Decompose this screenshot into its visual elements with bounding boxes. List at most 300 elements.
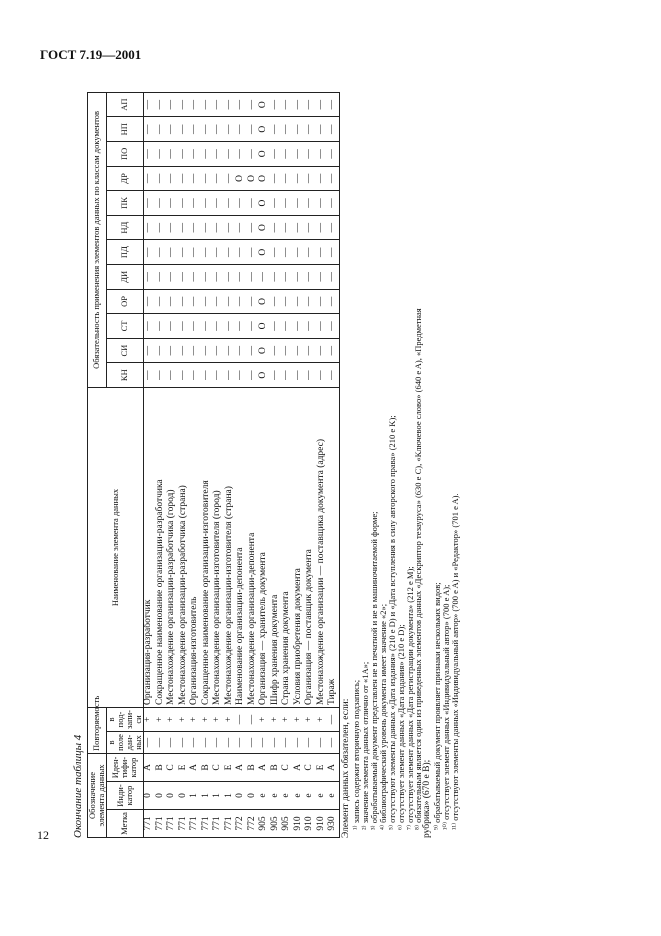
row-name: Организация-изготовитель xyxy=(190,387,202,707)
row-obligation-cell: — xyxy=(293,289,305,314)
row-obligation-cell: — xyxy=(316,166,328,191)
row-obligation-cell: — xyxy=(190,265,202,290)
row-indicator: 0 xyxy=(167,782,179,810)
row-obligation-cell: — xyxy=(167,265,179,290)
row-obligation-cell: — xyxy=(213,338,225,363)
row-obligation-cell: — xyxy=(155,117,167,142)
row-obligation-cell: — xyxy=(328,265,340,290)
row-obligation-cell: — xyxy=(282,338,294,363)
row-obligation-cell: — xyxy=(293,92,305,117)
table-row xyxy=(178,92,190,837)
table-row xyxy=(305,92,317,837)
row-obligation-cell: — xyxy=(155,142,167,167)
row-name: Местонахождение организации-изготовителя (город) xyxy=(213,387,225,707)
row-obligation-cell: — xyxy=(316,191,328,216)
row-indicator: 1 xyxy=(190,782,202,810)
row-obligation-cell: — xyxy=(143,363,155,388)
row-rep-field: — xyxy=(305,731,317,753)
row-rep-field: — xyxy=(143,731,155,753)
row-obligation-cell: — xyxy=(190,142,202,167)
row-indicator: e xyxy=(293,782,305,810)
row-obligation-cell: — xyxy=(167,117,179,142)
row-obligation-cell: — xyxy=(213,191,225,216)
row-obligation-cell: — xyxy=(143,240,155,265)
row-indicator: 0 xyxy=(143,782,155,810)
row-obligation-cell: — xyxy=(224,314,236,339)
row-rep-field: — xyxy=(155,731,167,753)
header-class: ОР xyxy=(106,289,143,314)
row-obligation-cell: — xyxy=(178,215,190,240)
row-obligation-cell: — xyxy=(155,215,167,240)
row-obligation-cell: — xyxy=(213,363,225,388)
row-obligation-cell: — xyxy=(167,363,179,388)
row-obligation-cell: — xyxy=(155,363,167,388)
row-rep-field: — xyxy=(270,731,282,753)
row-obligation-cell: — xyxy=(293,166,305,191)
row-obligation-cell: — xyxy=(167,166,179,191)
row-mark: 771 xyxy=(155,810,167,838)
row-obligation-cell: — xyxy=(316,240,328,265)
row-indicator: 1 xyxy=(201,782,213,810)
row-obligation-cell: — xyxy=(155,338,167,363)
row-identifier: C xyxy=(305,753,317,781)
row-obligation-cell: — xyxy=(201,191,213,216)
row-obligation-cell: — xyxy=(293,191,305,216)
header-class: АП xyxy=(106,92,143,117)
row-identifier: A xyxy=(236,753,248,781)
row-obligation-cell: O xyxy=(259,117,271,142)
row-obligation-cell: — xyxy=(143,117,155,142)
row-obligation-cell: — xyxy=(143,191,155,216)
row-obligation-cell: — xyxy=(282,289,294,314)
header-class: ПО xyxy=(106,142,143,167)
row-name: Страна хранения документа xyxy=(282,387,294,707)
row-indicator: e xyxy=(305,782,317,810)
row-obligation-cell: — xyxy=(305,92,317,117)
row-obligation-cell: — xyxy=(224,215,236,240)
row-obligation-cell: — xyxy=(143,338,155,363)
row-identifier: C xyxy=(213,753,225,781)
table-notes xyxy=(342,92,460,838)
row-rep-subfield: + xyxy=(213,707,225,731)
row-mark: 905 xyxy=(259,810,271,838)
row-obligation-cell: O xyxy=(259,289,271,314)
row-rep-subfield: + xyxy=(282,707,294,731)
row-name: Местонахождение организации-депонента xyxy=(247,387,259,707)
row-obligation-cell: — xyxy=(178,338,190,363)
row-indicator: 0 xyxy=(178,782,190,810)
row-obligation-cell: — xyxy=(201,240,213,265)
header-class: НП xyxy=(106,117,143,142)
row-obligation-cell: — xyxy=(190,289,202,314)
row-rep-subfield: + xyxy=(316,707,328,731)
row-indicator: e xyxy=(282,782,294,810)
row-obligation-cell: — xyxy=(236,265,248,290)
row-obligation-cell: — xyxy=(143,92,155,117)
row-obligation-cell: — xyxy=(224,142,236,167)
row-obligation-cell: — xyxy=(201,142,213,167)
header-rep-subfield: в под- запи- си xyxy=(106,707,143,731)
row-name: Местонахождение организации-разработчика (город) xyxy=(167,387,179,707)
row-obligation-cell: — xyxy=(236,338,248,363)
note-item: ³⁾ обрабатываемый документ представлен не в печатной и не в машиночитаемой форме; xyxy=(368,511,379,830)
row-obligation-cell: — xyxy=(328,117,340,142)
row-obligation-cell: — xyxy=(270,142,282,167)
row-obligation-cell: — xyxy=(247,314,259,339)
row-obligation-cell: — xyxy=(201,363,213,388)
row-rep-field: — xyxy=(224,731,236,753)
row-name: Шифр хранения документа xyxy=(270,387,282,707)
row-obligation-cell: — xyxy=(213,289,225,314)
header-class: СТ xyxy=(106,314,143,339)
table-row xyxy=(224,92,236,837)
row-obligation-cell: — xyxy=(328,92,340,117)
row-obligation-cell: — xyxy=(224,265,236,290)
table-row xyxy=(236,92,248,837)
row-obligation-cell: — xyxy=(213,117,225,142)
row-obligation-cell: O xyxy=(259,363,271,388)
table-row xyxy=(190,92,202,837)
row-obligation-cell: — xyxy=(143,166,155,191)
row-identifier: C xyxy=(167,753,179,781)
row-mark: 771 xyxy=(190,810,202,838)
row-rep-subfield: + xyxy=(305,707,317,731)
row-obligation-cell: — xyxy=(155,166,167,191)
row-obligation-cell: — xyxy=(282,166,294,191)
row-mark: 910 xyxy=(293,810,305,838)
row-indicator: 1 xyxy=(213,782,225,810)
note-item: ⁹⁾ обрабатываемый документ проявляет признаки нескольких видов; xyxy=(432,582,443,830)
row-indicator: 0 xyxy=(247,782,259,810)
row-obligation-cell: O xyxy=(259,142,271,167)
row-obligation-cell: O xyxy=(259,240,271,265)
row-obligation-cell: — xyxy=(316,92,328,117)
row-rep-field: — xyxy=(282,731,294,753)
row-obligation-cell: O xyxy=(259,191,271,216)
row-rep-subfield: + xyxy=(155,707,167,731)
row-obligation-cell: — xyxy=(259,265,271,290)
row-obligation-cell: — xyxy=(316,314,328,339)
row-indicator: 0 xyxy=(236,782,248,810)
row-obligation-cell: O xyxy=(259,338,271,363)
row-obligation-cell: — xyxy=(328,338,340,363)
row-obligation-cell: — xyxy=(167,289,179,314)
row-obligation-cell: — xyxy=(178,142,190,167)
row-obligation-cell: — xyxy=(328,142,340,167)
row-indicator: 1 xyxy=(224,782,236,810)
row-indicator: 0 xyxy=(155,782,167,810)
row-rep-subfield: — xyxy=(328,707,340,731)
row-obligation-cell: — xyxy=(316,289,328,314)
header-class: ПД xyxy=(106,240,143,265)
row-obligation-cell: — xyxy=(247,265,259,290)
header-designation: Обозначение элемента данных xyxy=(88,753,107,837)
row-name: Местонахождение организации — поставщика документа (адрес) xyxy=(316,387,328,707)
row-obligation-cell: — xyxy=(328,314,340,339)
row-obligation-cell: — xyxy=(167,215,179,240)
row-rep-field: — xyxy=(201,731,213,753)
row-obligation-cell: — xyxy=(213,142,225,167)
row-obligation-cell: — xyxy=(316,338,328,363)
row-identifier: B xyxy=(201,753,213,781)
row-obligation-cell: — xyxy=(328,191,340,216)
row-obligation-cell: — xyxy=(155,265,167,290)
note-item: ⁷⁾ отсутствует элемент данных «Дата регистрации документа» (212 e M); xyxy=(404,566,415,830)
row-obligation-cell: — xyxy=(270,117,282,142)
row-obligation-cell: — xyxy=(213,166,225,191)
row-obligation-cell: — xyxy=(305,338,317,363)
row-obligation-cell: — xyxy=(293,338,305,363)
row-obligation-cell: — xyxy=(190,338,202,363)
row-obligation-cell: — xyxy=(305,166,317,191)
row-rep-subfield: + xyxy=(143,707,155,731)
row-obligation-cell: — xyxy=(236,289,248,314)
row-mark: 772 xyxy=(236,810,248,838)
header-mark: Метка xyxy=(106,810,143,838)
row-obligation-cell: — xyxy=(270,191,282,216)
row-rep-subfield: — xyxy=(236,707,248,731)
row-name: Организация — хранитель документа xyxy=(259,387,271,707)
row-mark: 905 xyxy=(270,810,282,838)
row-obligation-cell: — xyxy=(155,314,167,339)
row-obligation-cell: — xyxy=(282,363,294,388)
row-obligation-cell: — xyxy=(178,240,190,265)
row-name: Тираж xyxy=(328,387,340,707)
row-obligation-cell: — xyxy=(201,314,213,339)
row-obligation-cell: — xyxy=(316,265,328,290)
row-obligation-cell: — xyxy=(236,240,248,265)
table-row xyxy=(282,92,294,837)
row-obligation-cell: — xyxy=(316,215,328,240)
table-row xyxy=(201,92,213,837)
row-obligation-cell: — xyxy=(328,215,340,240)
row-obligation-cell: — xyxy=(201,92,213,117)
row-mark: 771 xyxy=(224,810,236,838)
document-header: ГОСТ 7.19—2001 xyxy=(40,47,142,62)
header-class: СИ xyxy=(106,338,143,363)
row-name: Местонахождение организации-изготовителя (страна) xyxy=(224,387,236,707)
row-obligation-cell: — xyxy=(236,117,248,142)
row-obligation-cell: — xyxy=(236,314,248,339)
row-obligation-cell: O xyxy=(259,92,271,117)
row-obligation-cell: — xyxy=(201,265,213,290)
row-obligation-cell: — xyxy=(155,191,167,216)
row-rep-subfield: — xyxy=(247,707,259,731)
row-identifier: B xyxy=(155,753,167,781)
row-obligation-cell: — xyxy=(328,240,340,265)
row-obligation-cell: — xyxy=(270,265,282,290)
note-item: ⁸⁾ обязательным является один из приведенных элементов данных «Дескриптор тезауруса» (630 e C), «Ключевое слово» (640 e A), «Предметная xyxy=(413,308,424,830)
row-mark: 771 xyxy=(143,810,155,838)
row-obligation-cell: — xyxy=(213,314,225,339)
row-obligation-cell: — xyxy=(293,363,305,388)
row-identifier: C xyxy=(282,753,294,781)
row-obligation-cell: — xyxy=(247,240,259,265)
rotated-page-content xyxy=(72,86,602,838)
row-obligation-cell: — xyxy=(213,92,225,117)
row-obligation-cell: — xyxy=(293,142,305,167)
row-rep-field: — xyxy=(293,731,305,753)
row-obligation-cell: — xyxy=(236,191,248,216)
row-obligation-cell: — xyxy=(305,314,317,339)
row-obligation-cell: — xyxy=(143,215,155,240)
row-obligation-cell: — xyxy=(224,117,236,142)
row-rep-subfield: + xyxy=(201,707,213,731)
row-obligation-cell: — xyxy=(305,363,317,388)
row-mark: 772 xyxy=(247,810,259,838)
row-rep-field: — xyxy=(167,731,179,753)
row-identifier: B xyxy=(247,753,259,781)
note-item: ⁵⁾ отсутствуют элементы данных «Дата издания» (210 e D) и «Дата вступления в силу авторского права» (210 e K); xyxy=(386,415,397,830)
row-obligation-cell: — xyxy=(282,142,294,167)
note-item: ⁴⁾ библиографический уровень документа имеет значение «2»; xyxy=(377,603,388,830)
row-obligation-cell: — xyxy=(270,215,282,240)
row-rep-field: — xyxy=(316,731,328,753)
row-obligation-cell: — xyxy=(190,117,202,142)
row-obligation-cell: — xyxy=(247,117,259,142)
header-class: КН xyxy=(106,363,143,388)
row-obligation-cell: — xyxy=(190,191,202,216)
table-row xyxy=(155,92,167,837)
row-obligation-cell: — xyxy=(293,265,305,290)
row-obligation-cell: — xyxy=(155,240,167,265)
row-rep-subfield: + xyxy=(224,707,236,731)
row-obligation-cell: O xyxy=(259,215,271,240)
note-item: ¹¹⁾ отсутствуют элементы данных «Индивидуальный автор» (700 e A) и «Редактор» (701 e A). xyxy=(450,493,461,830)
row-rep-field: — xyxy=(328,731,340,753)
row-obligation-cell: — xyxy=(236,92,248,117)
row-obligation-cell: — xyxy=(178,289,190,314)
row-obligation-cell: — xyxy=(316,117,328,142)
row-obligation-cell: — xyxy=(270,314,282,339)
row-obligation-cell: — xyxy=(178,117,190,142)
row-identifier: A xyxy=(190,753,202,781)
row-obligation-cell: — xyxy=(282,314,294,339)
row-obligation-cell: — xyxy=(190,92,202,117)
row-obligation-cell: — xyxy=(282,191,294,216)
row-obligation-cell: — xyxy=(178,363,190,388)
row-name: Местонахождение организации-разработчика (страна) xyxy=(178,387,190,707)
row-obligation-cell: — xyxy=(282,92,294,117)
row-identifier: B xyxy=(270,753,282,781)
row-mark: 771 xyxy=(167,810,179,838)
row-rep-subfield: + xyxy=(167,707,179,731)
row-obligation-cell: — xyxy=(282,117,294,142)
row-obligation-cell: — xyxy=(143,289,155,314)
row-rep-subfield: + xyxy=(259,707,271,731)
header-class: ПК xyxy=(106,191,143,216)
row-obligation-cell: — xyxy=(270,240,282,265)
header-name: Наименование элемента данных xyxy=(88,387,144,707)
row-name: Сокращенное наименование организации-разработчика xyxy=(155,387,167,707)
row-obligation-cell: — xyxy=(213,240,225,265)
row-obligation-cell: O xyxy=(259,314,271,339)
note-item: ⁶⁾ отсутствует элемент данных «Дата издания» (210 e D); xyxy=(395,624,406,830)
row-obligation-cell: — xyxy=(282,215,294,240)
header-indicator: Инди- катор xyxy=(106,782,143,810)
row-rep-field: — xyxy=(247,731,259,753)
row-obligation-cell: — xyxy=(282,240,294,265)
row-obligation-cell: — xyxy=(178,191,190,216)
row-obligation-cell: — xyxy=(316,363,328,388)
row-obligation-cell: — xyxy=(305,142,317,167)
row-obligation-cell: — xyxy=(247,142,259,167)
note-item: ²⁾ значение элемента данных отлично от «1А»; xyxy=(359,661,370,830)
row-rep-subfield: + xyxy=(270,707,282,731)
header-class: ДИ xyxy=(106,265,143,290)
row-mark: 910 xyxy=(305,810,317,838)
table-row xyxy=(328,92,340,837)
row-indicator: e xyxy=(328,782,340,810)
row-obligation-cell: — xyxy=(316,142,328,167)
row-obligation-cell: — xyxy=(293,240,305,265)
row-obligation-cell: — xyxy=(178,92,190,117)
row-rep-field: — xyxy=(178,731,190,753)
row-obligation-cell: — xyxy=(167,142,179,167)
row-rep-field: — xyxy=(259,731,271,753)
table-row xyxy=(213,92,225,837)
row-obligation-cell: O xyxy=(259,166,271,191)
row-obligation-cell: — xyxy=(236,363,248,388)
row-obligation-cell: — xyxy=(247,92,259,117)
row-rep-subfield: + xyxy=(293,707,305,731)
row-obligation-cell: — xyxy=(190,215,202,240)
data-elements-table xyxy=(87,92,340,838)
row-obligation-cell: — xyxy=(190,363,202,388)
row-obligation-cell: — xyxy=(201,338,213,363)
row-obligation-cell: — xyxy=(143,142,155,167)
row-obligation-cell: — xyxy=(270,92,282,117)
row-obligation-cell: — xyxy=(270,338,282,363)
row-obligation-cell: — xyxy=(155,289,167,314)
note-item: ¹⁰⁾ отсутствует элемент данных «Индивидуальный автор» (700 e A); xyxy=(441,584,452,830)
row-obligation-cell: — xyxy=(155,92,167,117)
row-identifier: A xyxy=(328,753,340,781)
row-obligation-cell: — xyxy=(224,166,236,191)
table-caption: Окончание таблицы 4 xyxy=(72,734,84,838)
header-rep-field: в поле дан- ных xyxy=(106,731,143,753)
row-obligation-cell: — xyxy=(224,92,236,117)
row-identifier: A xyxy=(143,753,155,781)
table-row xyxy=(270,92,282,837)
row-obligation-cell: — xyxy=(143,314,155,339)
row-obligation-cell: — xyxy=(224,191,236,216)
row-rep-subfield: + xyxy=(190,707,202,731)
table-row xyxy=(167,92,179,837)
row-obligation-cell: O xyxy=(247,166,259,191)
row-obligation-cell: — xyxy=(224,240,236,265)
row-obligation-cell: — xyxy=(224,363,236,388)
row-obligation-cell: — xyxy=(293,314,305,339)
row-mark: 771 xyxy=(201,810,213,838)
row-rep-field: — xyxy=(236,731,248,753)
row-obligation-cell: — xyxy=(167,338,179,363)
row-identifier: E xyxy=(178,753,190,781)
row-obligation-cell: — xyxy=(178,265,190,290)
header-repeatability: Повторяемость xyxy=(88,707,107,753)
row-obligation-cell: — xyxy=(247,289,259,314)
table-row xyxy=(316,92,328,837)
row-obligation-cell: — xyxy=(178,314,190,339)
row-obligation-cell: — xyxy=(328,363,340,388)
row-obligation-cell: — xyxy=(190,314,202,339)
header-identifier: Иден- тифи- катор xyxy=(106,753,143,781)
row-obligation-cell: — xyxy=(167,191,179,216)
row-obligation-cell: — xyxy=(236,215,248,240)
row-name: Наименование организации-депонента xyxy=(236,387,248,707)
row-indicator: e xyxy=(316,782,328,810)
row-obligation-cell: — xyxy=(178,166,190,191)
